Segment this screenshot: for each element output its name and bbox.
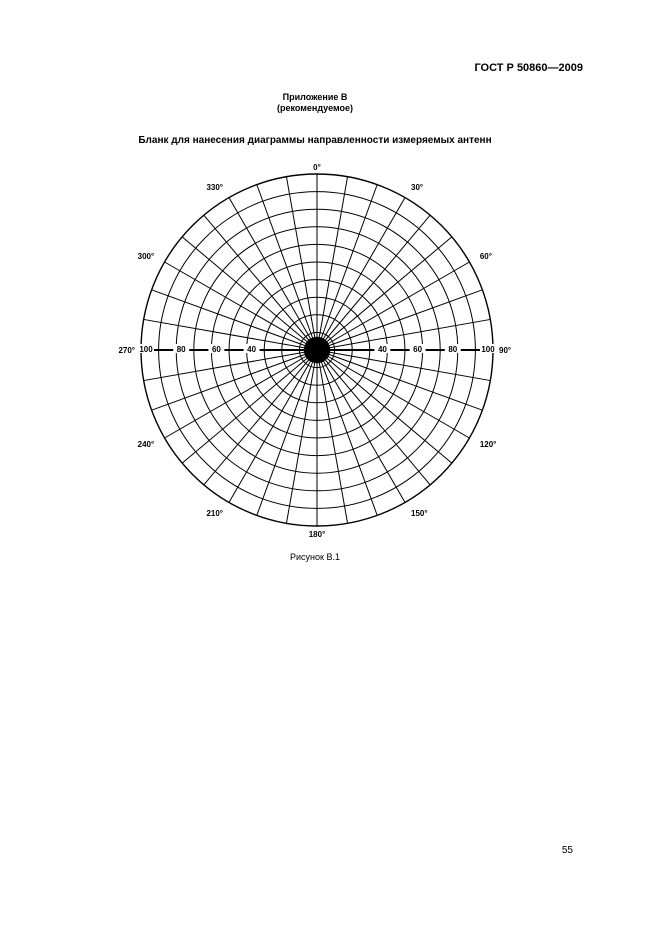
angle-label: 330°: [206, 183, 223, 193]
angle-label: 270°: [118, 346, 135, 355]
radial-label: 60: [413, 345, 423, 354]
angle-label: 30°: [411, 183, 424, 193]
radial-label: 40: [377, 345, 387, 354]
radial-label: 60: [211, 345, 221, 354]
angle-label: 60°: [479, 252, 492, 261]
radial-label: 80: [176, 345, 186, 354]
form-title: Бланк для нанесения диаграммы направленности измеряемых антенн: [138, 135, 492, 146]
angle-label: 90°: [499, 346, 512, 355]
radial-label: 40: [247, 345, 257, 354]
angle-label: 0°: [313, 163, 321, 172]
angle-label: 300°: [137, 252, 155, 261]
radial-label: 100: [139, 345, 153, 354]
polar-grid: [139, 174, 495, 526]
annex-subtitle: (рекомендуемое): [277, 103, 353, 113]
polar-diagram: [100, 150, 530, 550]
annex-title: Приложение В: [282, 92, 348, 102]
angle-label: 150°: [411, 508, 428, 518]
angle-label: 120°: [479, 440, 497, 449]
radial-label: 100: [481, 345, 495, 354]
angle-label: 210°: [206, 508, 223, 518]
page-number: 55: [561, 845, 573, 856]
document-code: ГОСТ Р 50860—2009: [474, 62, 583, 74]
angle-label: 240°: [137, 440, 155, 449]
radial-label: 80: [448, 345, 458, 354]
angle-label: 180°: [308, 530, 326, 539]
figure-caption: Рисунок В.1: [290, 552, 340, 562]
